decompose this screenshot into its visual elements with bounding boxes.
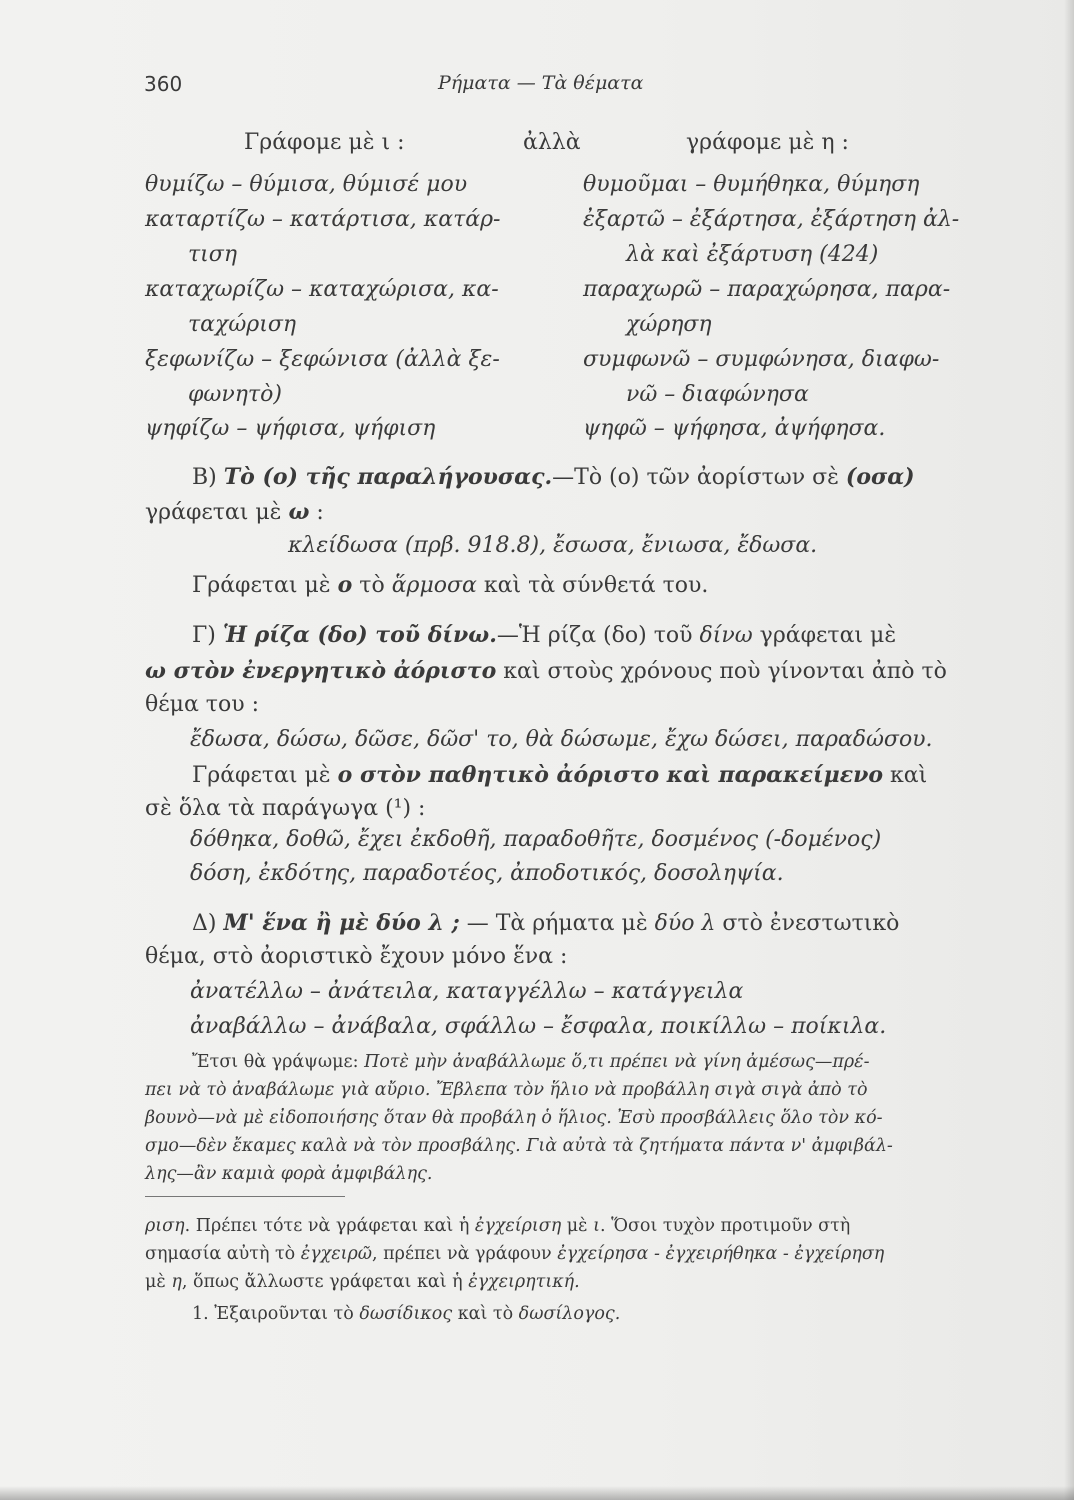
section-c-passive-examples-2: δόση, ἐκδότης, παραδοτέος, ἀποδοτικός, δοσοληψία.	[190, 861, 784, 886]
middle-word: ἀλλὰ	[523, 130, 581, 155]
right-line: νῶ – διαφώνησα	[626, 382, 809, 407]
right-line: συμφωνῶ – συμφώνησα, διαφω-	[583, 347, 940, 372]
page-number: 360	[144, 72, 183, 96]
page-bottom-shadow	[0, 1486, 1074, 1500]
small-print-line: βουνὸ—νὰ μὲ εἰδοποιήσης ὅταν θὰ προβάλη ὁ ἥλιος. Ἐσὺ προσβάλλεις ὅλο τὸν κό-	[145, 1108, 883, 1128]
page-edge-shadow	[1064, 0, 1074, 1500]
section-c-passive-line-1: Γράφεται μὲ ο στὸν παθητικὸ ἀόριστο καὶ παρακείμενο καὶ	[192, 762, 928, 788]
left-line: καταρτίζω – κατάρτισα, κατάρ-	[145, 207, 501, 232]
section-c-passive-examples-1: δόθηκα, δοθῶ, ἔχει ἐκδοθῆ, παραδοθῆτε, δοσμένος (-δομένος)	[190, 827, 882, 852]
left-line: θυμίζω – θύμισα, θύμισέ μου	[145, 172, 468, 197]
section-c-line-3: θέμα του :	[145, 692, 259, 717]
footnote-1: 1. Ἐξαιροῦνται τὸ δωσίδικος καὶ τὸ δωσίλογος.	[192, 1304, 621, 1324]
right-line: ἐξαρτῶ – ἐξάρτησα, ἐξάρτηση ἀλ-	[583, 207, 960, 232]
right-line: ψηφῶ – ψήφησα, ἀψήφησα.	[583, 416, 886, 441]
small-print-line: λης—ἂν καμιὰ φορὰ ἀμφιβάλης.	[145, 1164, 433, 1184]
section-b-line-1: Β) Τὸ (ο) τῆς παραλήγουσας.—Τὸ (ο) τῶν ἀορίστων σὲ (οσα)	[192, 464, 915, 490]
left-line: φωνητὸ)	[188, 382, 282, 407]
footnote-line: ριση. Πρέπει τότε νὰ γράφεται καὶ ἡ ἐγχείριση μὲ ι. Ὅσοι τυχὸν προτιμοῦν στὴ	[145, 1216, 851, 1236]
right-line: παραχωρῶ – παραχώρησα, παρα-	[583, 277, 951, 302]
footnote-line: σημασία αὐτὴ τὸ ἐγχειρῶ, πρέπει νὰ γράφουν ἐγχείρησα - ἐγχειρήθηκα - ἐγχείρηση	[145, 1244, 885, 1264]
section-d-examples-2: ἀναβάλλω – ἀνάβαλα, σφάλλω – ἔσφαλα, ποικίλλω – ποίκιλα.	[190, 1014, 887, 1039]
running-head: Ρήματα — Τὰ θέματα	[438, 72, 644, 94]
right-column-heading: γράφομε μὲ η :	[686, 130, 849, 155]
section-c-passive-line-2: σὲ ὅλα τὰ παράγωγα (¹) :	[145, 796, 426, 821]
left-line: ξεφωνίζω – ξεφώνισα (ἀλλὰ ξε-	[145, 347, 500, 372]
right-line: θυμοῦμαι – θυμήθηκα, θύμηση	[583, 172, 920, 197]
left-column-heading: Γράφομε μὲ ι :	[244, 130, 405, 155]
section-b-examples: κλείδωσα (πρβ. 918.8), ἔσωσα, ἔνιωσα, ἔδωσα.	[288, 533, 818, 558]
section-c-line-2: ω στὸν ἐνεργητικὸ ἀόριστο καὶ στοὺς χρόνους ποὺ γίνονται ἀπὸ τὸ	[145, 658, 947, 684]
left-line: τιση	[188, 242, 237, 267]
footnote-rule	[145, 1196, 345, 1197]
section-b-line-2: γράφεται μὲ ω :	[145, 499, 324, 525]
section-d-examples-1: ἀνατέλλω – ἀνάτειλα, καταγγέλλω – κατάγγειλα	[190, 979, 744, 1004]
left-line: ψηφίζω – ψήφισα, ψήφιση	[145, 416, 436, 441]
section-c-line-1: Γ) Ἡ ρίζα (δο) τοῦ δίνω.—Ἡ ρίζα (δο) τοῦ δίνω γράφεται μὲ	[192, 622, 897, 648]
small-print-line: πει νὰ τὸ ἀναβάλωμε γιὰ αὔριο. Ἔβλεπα τὸν ἥλιο νὰ προβάλλη σιγὰ σιγὰ ἀπὸ τὸ	[145, 1080, 868, 1100]
left-line: καταχωρίζω – καταχώρισα, κα-	[145, 277, 499, 302]
section-b-note: Γράφεται μὲ ο τὸ ἅρμοσα καὶ τὰ σύνθετά του.	[192, 572, 709, 598]
right-line: χώρηση	[626, 312, 712, 337]
small-print-line: Ἔτσι θὰ γράψωμε: Ποτὲ μὴν ἀναβάλλωμε ὅ,τι πρέπει νὰ γίνη ἀμέσως—πρέ-	[192, 1052, 870, 1072]
small-print-line: σμο—δὲν ἔκαμες καλὰ νὰ τὸν προσβάλης. Γιὰ αὐτὰ τὰ ζητήματα πάντα ν' ἀμφιβάλ-	[145, 1136, 893, 1156]
section-d-line-1: Δ) Μ' ἕνα ἢ μὲ δύο λ ; — Τὰ ρήματα μὲ δύο λ στὸ ἐνεστωτικὸ	[192, 910, 900, 936]
left-line: ταχώριση	[188, 312, 297, 337]
right-line: λὰ καὶ ἐξάρτυση (424)	[626, 242, 879, 267]
section-d-line-2: θέμα, στὸ ἀοριστικὸ ἔχουν μόνο ἕνα :	[145, 944, 568, 969]
section-c-examples: ἔδωσα, δώσω, δῶσε, δῶσ' το, θὰ δώσωμε, ἔχω δώσει, παραδώσου.	[190, 727, 933, 752]
footnote-line: μὲ η, ὅπως ἄλλωστε γράφεται καὶ ἡ ἐγχειρητική.	[145, 1272, 580, 1292]
